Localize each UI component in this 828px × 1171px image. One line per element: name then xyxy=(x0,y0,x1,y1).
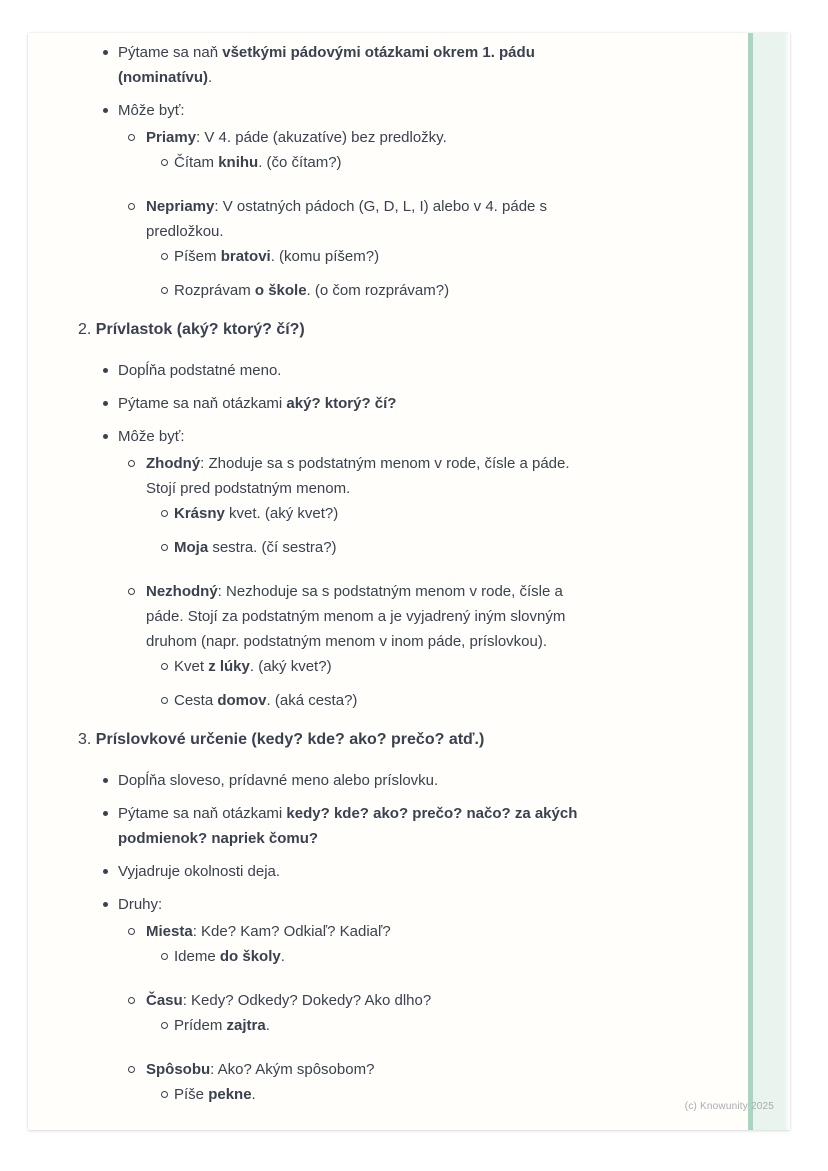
circle-bullet-icon xyxy=(128,928,135,935)
text-run: Kvet z lúky. (aký kvet?) xyxy=(174,658,332,675)
text-run: Krásny kvet. (aký kvet?) xyxy=(174,505,339,522)
circle-bullet-icon xyxy=(161,253,168,260)
list-item xyxy=(78,768,603,793)
text-run: Vyjadruje okolnosti deja. xyxy=(118,863,281,880)
circle-bullet-icon xyxy=(161,287,168,294)
text-run: Prídem zajtra. xyxy=(174,1017,270,1034)
list-item xyxy=(78,801,603,851)
bullet-icon xyxy=(103,778,108,783)
circle-bullet-icon xyxy=(161,510,168,517)
list-item xyxy=(78,451,603,501)
text-run: Rozprávam o škole. (o čom rozprávam?) xyxy=(174,282,450,299)
list-item xyxy=(78,358,603,383)
text-run: Môže byť: xyxy=(118,102,185,119)
list-item xyxy=(78,654,603,679)
text-run: Druhy: xyxy=(118,896,163,913)
list-item xyxy=(78,688,603,713)
circle-bullet-icon xyxy=(161,697,168,704)
text-run: Nezhodný: Nezhoduje sa s podstatným menom v rode, čísle a páde. Stojí za podstatným menom a je vyjadrený iným slovným druhom (napr. podstatným menom v inom páde, príslovkou). xyxy=(146,583,566,650)
text-run: Zhodný: Zhoduje sa s podstatným menom v rode, čísle a páde. Stojí pred podstatným menom. xyxy=(146,455,570,497)
bullet-icon xyxy=(103,368,108,373)
list-item xyxy=(78,391,603,416)
text-run: Pýtame sa naň všetkými pádovými otázkami okrem 1. pádu (nominatívu). xyxy=(118,44,535,86)
bullet-icon xyxy=(103,902,108,907)
document-content xyxy=(28,33,603,1107)
section-heading xyxy=(78,727,603,752)
list-item xyxy=(78,579,603,654)
text-run: Ideme do školy. xyxy=(174,948,285,965)
text-run: Priamy: V 4. páde (akuzatíve) bez predložky. xyxy=(146,129,447,146)
text-run: Píšem bratovi. (komu píšem?) xyxy=(174,248,380,265)
bullet-icon xyxy=(103,50,108,55)
circle-bullet-icon xyxy=(128,134,135,141)
circle-bullet-icon xyxy=(161,663,168,670)
circle-bullet-icon xyxy=(161,1022,168,1029)
circle-bullet-icon xyxy=(161,544,168,551)
list-item xyxy=(78,535,603,560)
list-item xyxy=(78,1057,603,1082)
document-page xyxy=(28,33,790,1130)
list-item xyxy=(78,150,603,175)
circle-bullet-icon xyxy=(161,1091,168,1098)
bullet-icon xyxy=(103,811,108,816)
circle-bullet-icon xyxy=(128,997,135,1004)
circle-bullet-icon xyxy=(128,460,135,467)
list-item xyxy=(78,244,603,269)
list-item xyxy=(78,40,603,90)
text-run: Dopĺňa sloveso, prídavné meno alebo príslovku. xyxy=(118,772,439,789)
list-item xyxy=(78,859,603,884)
list-item xyxy=(78,125,603,150)
list-item xyxy=(78,501,603,526)
text-run: 3. Príslovkové určenie (kedy? kde? ako? prečo? atď.) xyxy=(78,731,485,748)
list-item xyxy=(78,988,603,1013)
text-run: Môže byť: xyxy=(118,428,185,445)
list-item xyxy=(78,98,603,123)
circle-bullet-icon xyxy=(128,1066,135,1073)
list-item xyxy=(78,194,603,244)
list-item xyxy=(78,1013,603,1038)
text-run: Cesta domov. (aká cesta?) xyxy=(174,692,358,709)
text-run: Času: Kedy? Odkedy? Dokedy? Ako dlho? xyxy=(146,992,432,1009)
text-run: Píše pekne. xyxy=(174,1086,256,1103)
text-run: Spôsobu: Ako? Akým spôsobom? xyxy=(146,1061,375,1078)
text-run: Pýtame sa naň otázkami aký? ktorý? čí? xyxy=(118,395,397,412)
accent-stripe xyxy=(748,33,790,1130)
text-run: Nepriamy: V ostatných pádoch (G, D, L, I) alebo v 4. páde s predložkou. xyxy=(146,198,548,240)
circle-bullet-icon xyxy=(161,953,168,960)
text-run: Moja sestra. (čí sestra?) xyxy=(174,539,337,556)
circle-bullet-icon xyxy=(161,159,168,166)
section-heading xyxy=(78,317,603,342)
bullet-icon xyxy=(103,401,108,406)
list-item xyxy=(78,278,603,303)
list-item xyxy=(78,944,603,969)
bullet-icon xyxy=(103,108,108,113)
text-run: Pýtame sa naň otázkami kedy? kde? ako? prečo? načo? za akých podmienok? napriek čomu? xyxy=(118,805,578,847)
text-run: Dopĺňa podstatné meno. xyxy=(118,362,282,379)
text-run: 2. Prívlastok (aký? ktorý? čí?) xyxy=(78,321,305,338)
text-run: Čítam knihu. (čo čítam?) xyxy=(174,154,342,171)
bullet-icon xyxy=(103,434,108,439)
text-run: Miesta: Kde? Kam? Odkiaľ? Kadiaľ? xyxy=(146,923,391,940)
copyright-footer: (c) Knowunity 2025 xyxy=(684,1101,774,1112)
list-item xyxy=(78,892,603,917)
circle-bullet-icon xyxy=(128,203,135,210)
list-item xyxy=(78,424,603,449)
list-item xyxy=(78,919,603,944)
circle-bullet-icon xyxy=(128,588,135,595)
list-item xyxy=(78,1082,603,1107)
bullet-icon xyxy=(103,869,108,874)
